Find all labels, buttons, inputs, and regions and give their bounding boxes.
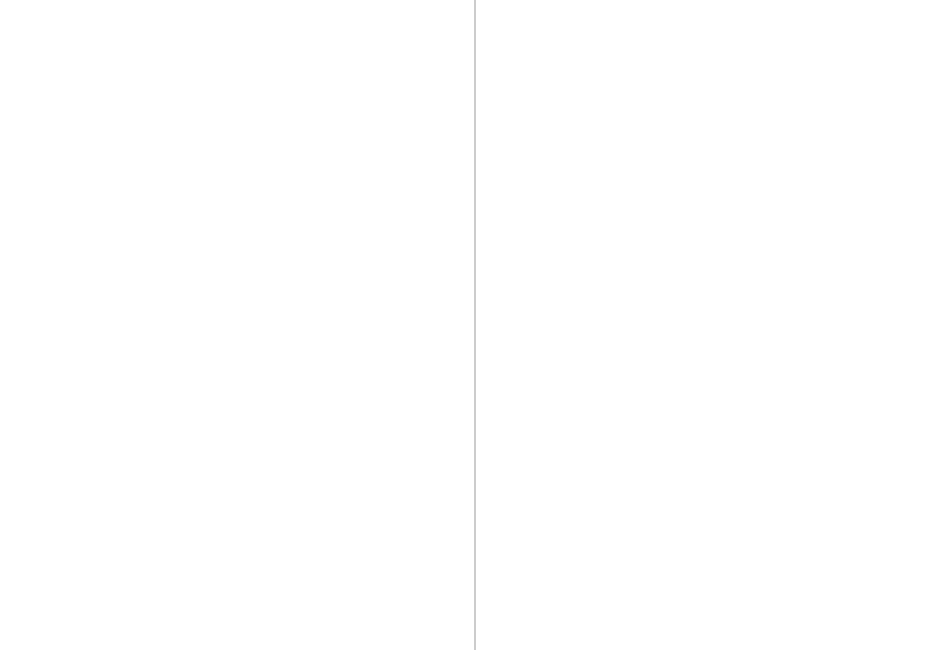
exam-page-4 (476, 0, 950, 650)
page-4-questions (506, 18, 920, 21)
exam-page-3 (0, 0, 474, 650)
